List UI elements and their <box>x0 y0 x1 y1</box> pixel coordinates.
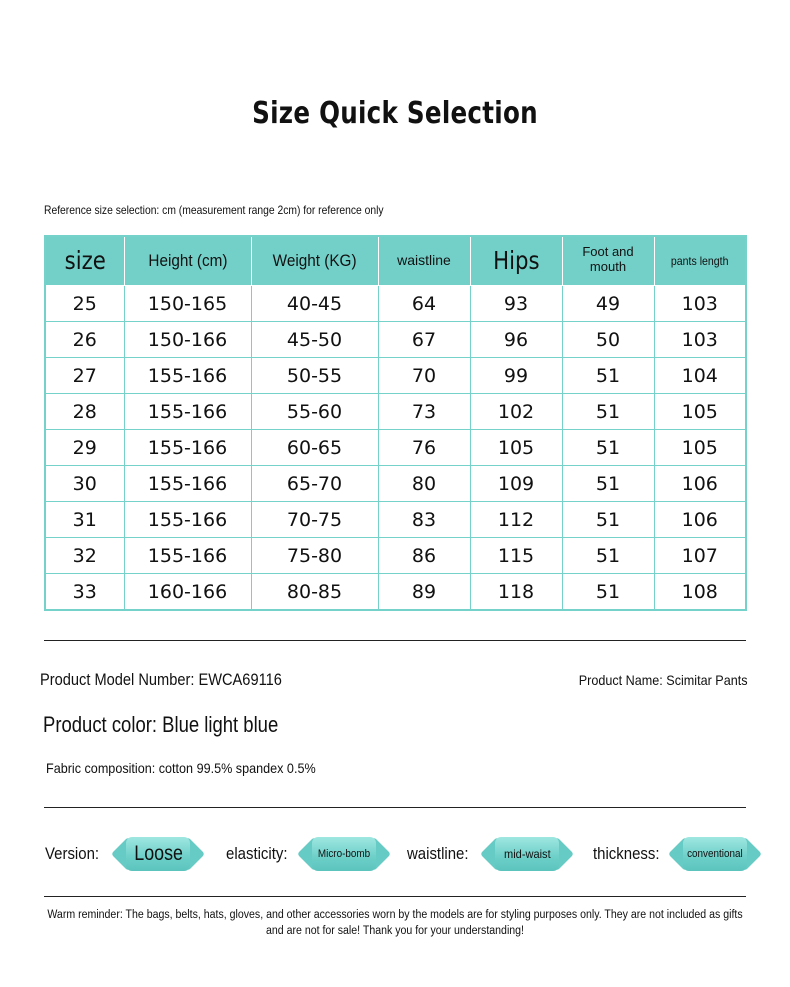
table-cell: 155-166 <box>124 430 251 466</box>
header-weight: Weight (KG) <box>251 236 378 286</box>
table-cell: 150-166 <box>124 322 251 358</box>
table-row <box>45 538 746 574</box>
divider <box>44 807 746 808</box>
header-pants-length: pants length <box>654 236 746 286</box>
header-foot-mouth: Foot and mouth <box>562 236 654 286</box>
table-cell: 103 <box>654 286 746 322</box>
table-cell: 29 <box>45 430 124 466</box>
table-cell: 96 <box>470 322 562 358</box>
table-cell: 105 <box>654 430 746 466</box>
table-cell: 93 <box>470 286 562 322</box>
table-cell: 107 <box>654 538 746 574</box>
table-cell: 64 <box>378 286 470 322</box>
table-cell: 60-65 <box>251 430 378 466</box>
page-title: Size Quick Selection <box>252 96 538 131</box>
table-cell: 25 <box>45 286 124 322</box>
header-waistline: waistline <box>378 236 470 286</box>
table-row <box>45 286 746 322</box>
table-cell: 118 <box>470 574 562 611</box>
header-size: size <box>45 236 124 286</box>
table-cell: 103 <box>654 322 746 358</box>
attr-value-badge: mid-waist <box>495 837 559 871</box>
reference-note: Reference size selection: cm (measurement range 2cm) for reference only <box>44 203 384 217</box>
product-name: Product Name: Scimitar Pants <box>579 672 748 688</box>
table-row <box>45 358 746 394</box>
table-header-row <box>45 236 746 286</box>
table-cell: 106 <box>654 502 746 538</box>
table-cell: 155-166 <box>124 394 251 430</box>
divider <box>44 896 746 897</box>
table-cell: 155-166 <box>124 538 251 574</box>
table-cell: 106 <box>654 466 746 502</box>
table-cell: 32 <box>45 538 124 574</box>
warm-reminder: Warm reminder: The bags, belts, hats, gloves, and other accessories worn by the models are for styling purposes only. They are not included as gifts and are not for sale! Thank you for your understanding! <box>47 909 743 937</box>
table-cell: 155-166 <box>124 502 251 538</box>
table-cell: 70 <box>378 358 470 394</box>
attr-label: elasticity: <box>226 844 288 863</box>
table-cell: 49 <box>562 286 654 322</box>
attr-thickness <box>593 836 747 872</box>
table-cell: 76 <box>378 430 470 466</box>
attr-value-badge: Micro-bomb <box>312 837 376 871</box>
table-cell: 83 <box>378 502 470 538</box>
table-cell: 65-70 <box>251 466 378 502</box>
table-cell: 160-166 <box>124 574 251 611</box>
attr-elasticity <box>226 836 376 872</box>
table-row <box>45 502 746 538</box>
table-cell: 75-80 <box>251 538 378 574</box>
attr-waistline <box>407 836 559 872</box>
table-cell: 155-166 <box>124 466 251 502</box>
table-cell: 40-45 <box>251 286 378 322</box>
table-cell: 80 <box>378 466 470 502</box>
table-cell: 86 <box>378 538 470 574</box>
table-cell: 51 <box>562 466 654 502</box>
fabric-composition: Fabric composition: cotton 99.5% spandex 0.5% <box>46 760 316 776</box>
table-cell: 51 <box>562 502 654 538</box>
size-table <box>44 235 747 611</box>
table-body <box>45 286 746 611</box>
table-cell: 51 <box>562 574 654 611</box>
divider <box>44 640 746 641</box>
table-cell: 73 <box>378 394 470 430</box>
attr-value-badge: conventional <box>683 837 747 871</box>
table-cell: 67 <box>378 322 470 358</box>
table-cell: 26 <box>45 322 124 358</box>
table-cell: 112 <box>470 502 562 538</box>
table-cell: 51 <box>562 430 654 466</box>
table-cell: 105 <box>654 394 746 430</box>
table-row <box>45 322 746 358</box>
table-cell: 51 <box>562 538 654 574</box>
table-cell: 105 <box>470 430 562 466</box>
table-cell: 89 <box>378 574 470 611</box>
table-cell: 155-166 <box>124 358 251 394</box>
product-model-number: Product Model Number: EWCA69116 <box>40 670 282 689</box>
table-cell: 45-50 <box>251 322 378 358</box>
table-cell: 33 <box>45 574 124 611</box>
table-cell: 70-75 <box>251 502 378 538</box>
attr-label: Version: <box>45 844 100 863</box>
table-cell: 30 <box>45 466 124 502</box>
table-cell: 80-85 <box>251 574 378 611</box>
table-cell: 104 <box>654 358 746 394</box>
product-color: Product color: Blue light blue <box>43 712 279 737</box>
table-cell: 50 <box>562 322 654 358</box>
table-cell: 150-165 <box>124 286 251 322</box>
table-cell: 28 <box>45 394 124 430</box>
header-hips: Hips <box>470 236 562 286</box>
table-cell: 102 <box>470 394 562 430</box>
table-cell: 108 <box>654 574 746 611</box>
table-cell: 50-55 <box>251 358 378 394</box>
attr-version <box>45 836 190 872</box>
header-height: Height (cm) <box>124 236 251 286</box>
table-cell: 51 <box>562 358 654 394</box>
table-cell: 115 <box>470 538 562 574</box>
table-row <box>45 430 746 466</box>
table-cell: 31 <box>45 502 124 538</box>
attr-label: waistline: <box>407 844 469 863</box>
attr-label: thickness: <box>593 844 660 863</box>
table-cell: 99 <box>470 358 562 394</box>
table-cell: 51 <box>562 394 654 430</box>
attr-value-badge: Loose <box>126 837 190 871</box>
table-cell: 55-60 <box>251 394 378 430</box>
table-row <box>45 466 746 502</box>
table-row <box>45 394 746 430</box>
table-row <box>45 574 746 611</box>
table-cell: 109 <box>470 466 562 502</box>
table-cell: 27 <box>45 358 124 394</box>
